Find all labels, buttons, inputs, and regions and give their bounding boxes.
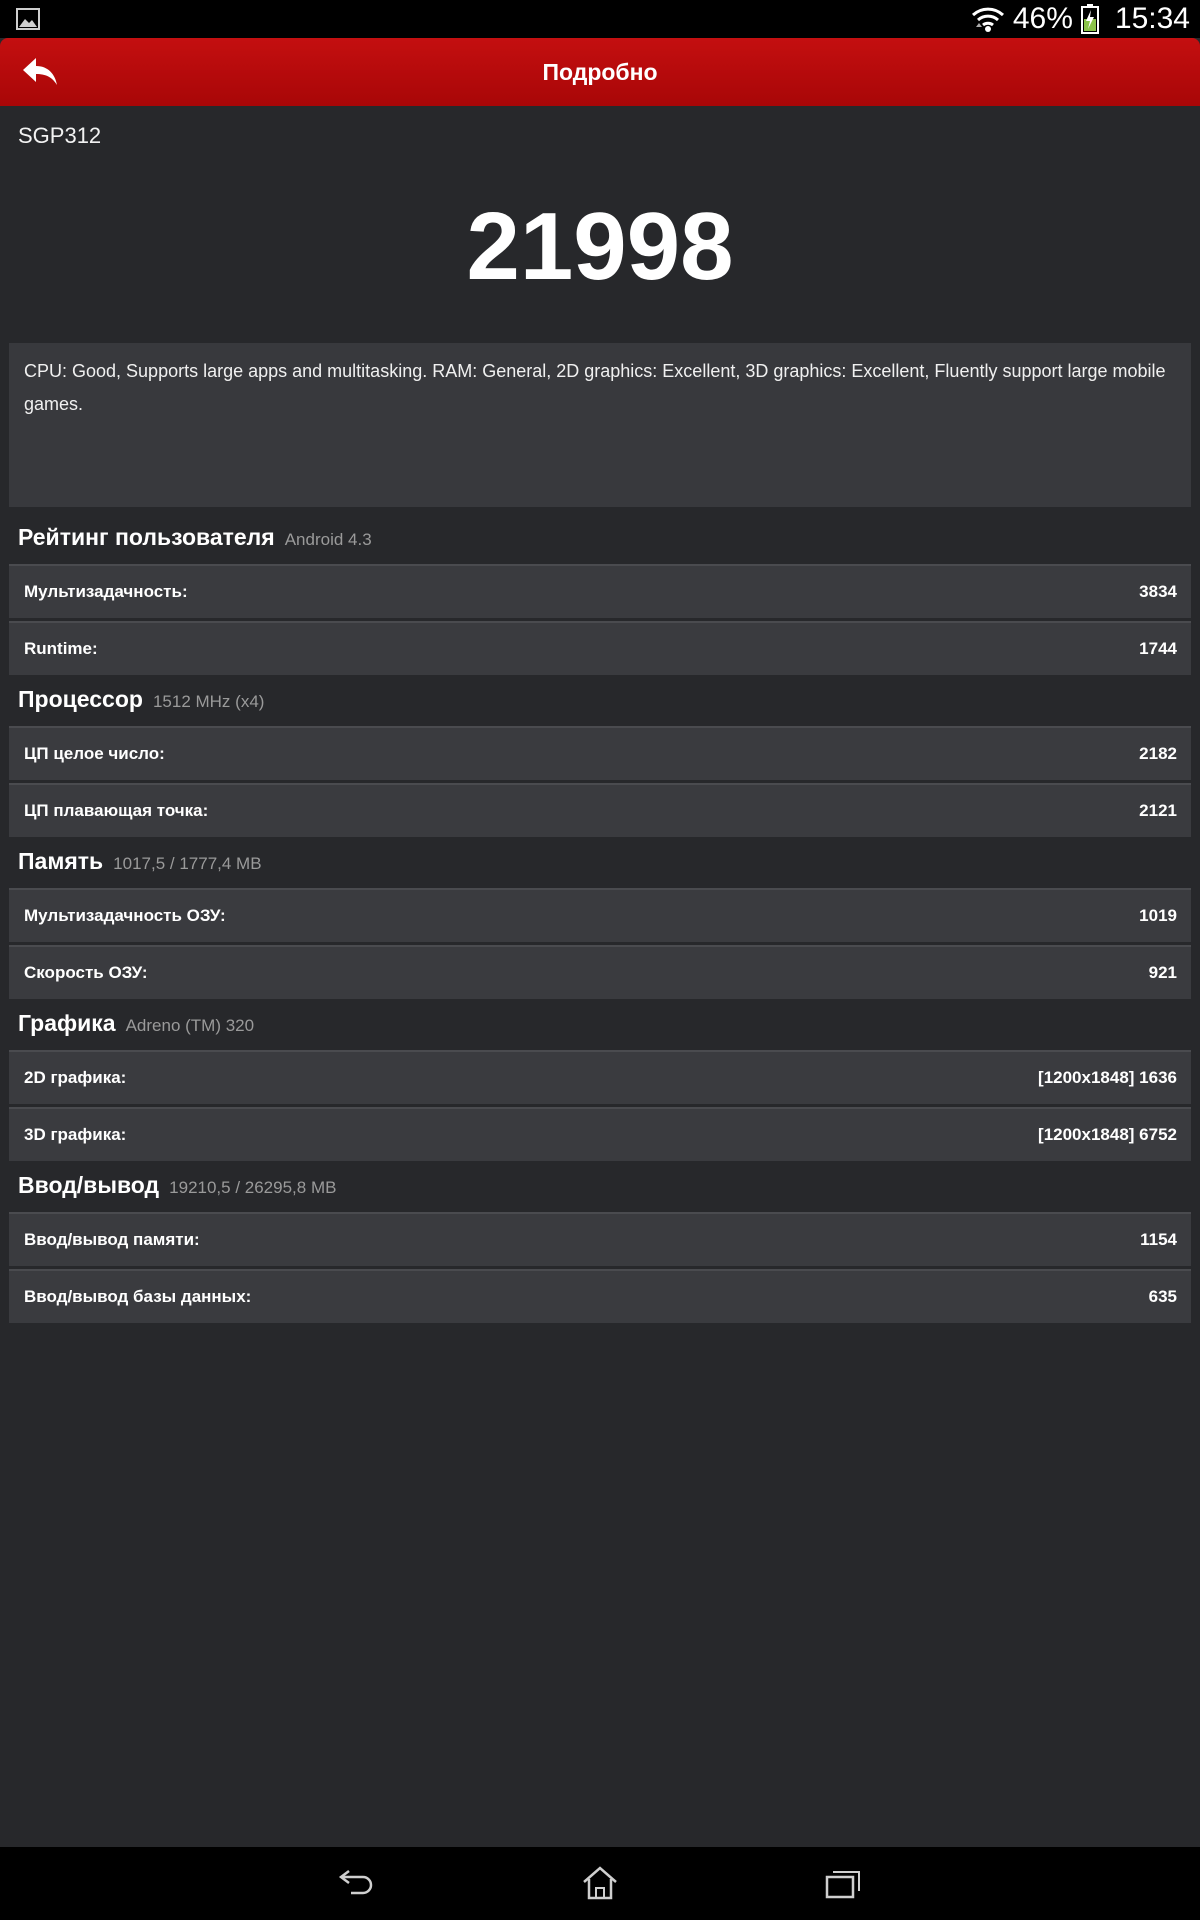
row-label: 3D графика:	[24, 1125, 127, 1144]
row-label: ЦП целое число:	[24, 744, 165, 763]
row-label: Скорость ОЗУ:	[24, 963, 148, 982]
section-header-graphics	[18, 1010, 254, 1046]
row-label: Мультизадачность:	[24, 582, 188, 601]
row-value: 1154	[1140, 1230, 1177, 1249]
status-bar	[0, 0, 1200, 38]
image-notification-icon	[16, 8, 40, 30]
battery-percent: 46%	[1012, 2, 1073, 35]
row-label: Ввод/вывод базы данных:	[24, 1287, 252, 1306]
section-title: Процессор	[18, 686, 143, 712]
score-row	[9, 726, 1191, 780]
row-value: 1744	[1139, 639, 1177, 658]
section-subtitle: Android 4.3	[284, 530, 372, 549]
score-row	[9, 621, 1191, 675]
section-subtitle: 1512 MHz (x4)	[152, 692, 265, 711]
section-title: Память	[18, 848, 104, 874]
row-value: [1200x1848] 1636	[1038, 1068, 1177, 1087]
summary-text: CPU: Good, Supports large apps and multitasking. RAM: General, 2D graphics: Excellent, 3D graphics: Excellent, Fluently support large mobile games.	[9, 343, 1191, 507]
total-score: 21998	[466, 193, 734, 300]
row-value: 635	[1148, 1287, 1177, 1306]
page-title: Подробно	[542, 59, 658, 85]
battery-charging-icon	[1081, 4, 1099, 34]
section-title: Рейтинг пользователя	[18, 524, 275, 550]
row-value: 921	[1148, 963, 1177, 982]
score-row	[9, 1050, 1191, 1104]
row-value: [1200x1848] 6752	[1038, 1125, 1177, 1144]
row-value: 2182	[1139, 744, 1177, 763]
nav-recents-icon[interactable]	[823, 1865, 863, 1901]
section-subtitle: Adreno (TM) 320	[125, 1016, 255, 1035]
section-title: Графика	[18, 1010, 116, 1036]
score-row	[9, 1212, 1191, 1266]
section-subtitle: 1017,5 / 1777,4 MB	[113, 854, 262, 873]
row-label: ЦП плавающая точка:	[24, 801, 209, 820]
score-row	[9, 564, 1191, 618]
nav-back-icon[interactable]	[337, 1865, 377, 1901]
device-model: SGP312	[18, 123, 102, 148]
row-value: 3834	[1139, 582, 1177, 601]
wifi-icon	[971, 5, 1005, 33]
score-row	[9, 783, 1191, 837]
row-value: 2121	[1139, 801, 1177, 820]
score-row	[9, 945, 1191, 999]
section-header-user-rating	[18, 524, 372, 560]
row-label: Мультизадачность ОЗУ:	[24, 906, 226, 925]
score-row	[9, 1107, 1191, 1161]
nav-home-icon[interactable]	[580, 1865, 620, 1901]
section-header-cpu	[18, 686, 264, 722]
clock: 15:34	[1114, 2, 1190, 35]
navigation-bar	[0, 1847, 1200, 1920]
row-label: Ввод/вывод памяти:	[24, 1230, 200, 1249]
row-label: Runtime:	[24, 639, 98, 658]
section-header-io	[18, 1172, 336, 1208]
score-row	[9, 1269, 1191, 1323]
section-header-memory	[18, 848, 262, 884]
action-bar	[0, 38, 1200, 106]
row-label: 2D графика:	[24, 1068, 127, 1087]
section-title: Ввод/вывод	[18, 1172, 160, 1198]
row-value: 1019	[1139, 906, 1177, 925]
score-row	[9, 888, 1191, 942]
section-subtitle: 19210,5 / 26295,8 MB	[169, 1178, 337, 1197]
